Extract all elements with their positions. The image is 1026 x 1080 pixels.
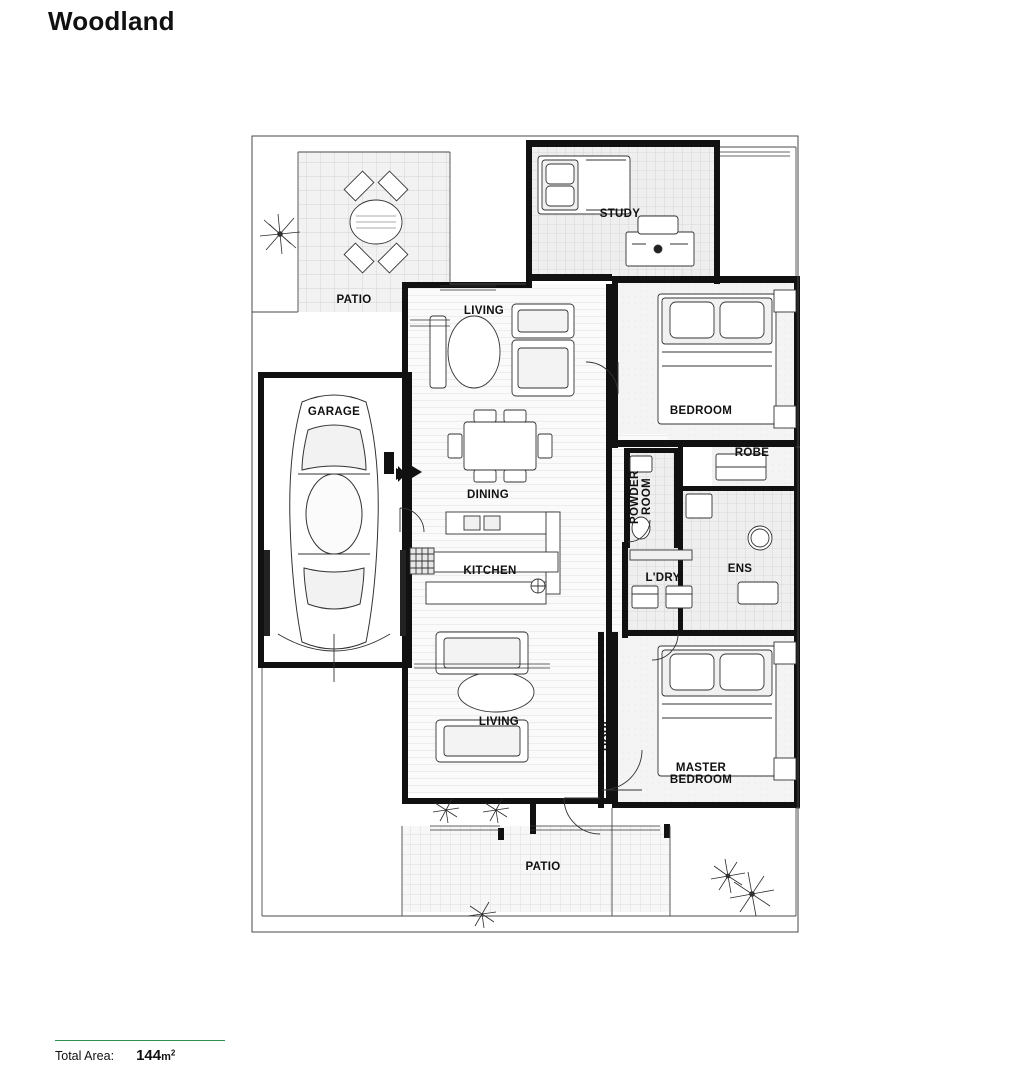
room-label-living-bottom: LIVING bbox=[478, 716, 520, 728]
room-label-robe-top: ROBE bbox=[734, 447, 770, 459]
room-label-bedroom: BEDROOM bbox=[669, 405, 733, 417]
room-label-robe-bottom: ROBE bbox=[602, 716, 614, 752]
room-label-garage: GARAGE bbox=[307, 406, 361, 418]
room-label-ensuite: ENS bbox=[727, 563, 753, 575]
total-area-unit-text: m bbox=[161, 1051, 171, 1063]
total-area-number: 144 bbox=[136, 1047, 162, 1064]
room-label-powder-room: POWDER ROOM bbox=[629, 470, 653, 524]
room-label-patio-bottom: PATIO bbox=[525, 861, 561, 873]
room-label-master-bedroom: MASTER BEDROOM bbox=[669, 762, 733, 786]
room-label-patio-top: PATIO bbox=[336, 294, 372, 306]
room-label-laundry: L'DRY bbox=[645, 572, 681, 584]
total-area-unit-exponent: 2 bbox=[170, 1048, 176, 1058]
room-label-kitchen: KITCHEN bbox=[463, 565, 517, 577]
total-area-footer bbox=[55, 1040, 225, 1064]
floorplan-svg bbox=[250, 134, 800, 934]
room-label-living-top: LIVING bbox=[463, 305, 505, 317]
page-title: Woodland bbox=[48, 6, 175, 36]
total-area-label: Total Area: bbox=[55, 1049, 115, 1063]
total-area-value bbox=[136, 1047, 175, 1064]
room-label-study: STUDY bbox=[599, 208, 641, 220]
floorplan-diagram bbox=[250, 134, 800, 934]
total-area-unit bbox=[161, 1048, 176, 1063]
room-label-dining: DINING bbox=[466, 489, 510, 501]
